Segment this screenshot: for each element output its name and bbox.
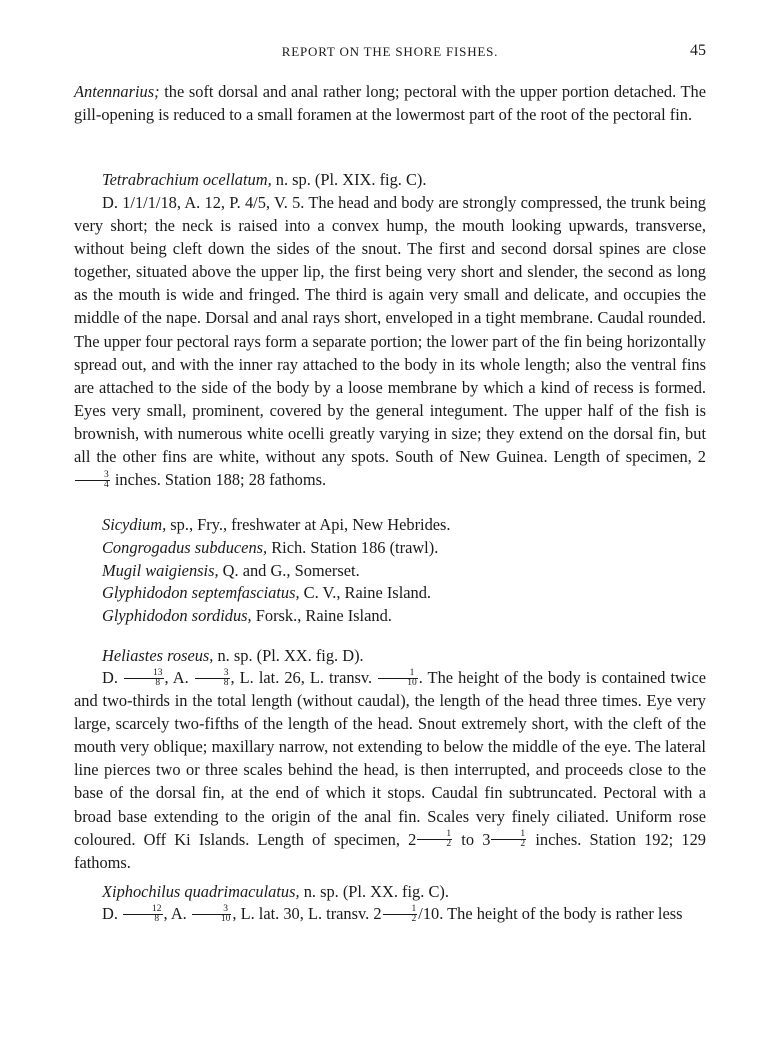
length-fraction: $\frac{1}{2}$	[491, 830, 526, 849]
length-fraction: $\frac{3}{4}$	[75, 471, 110, 490]
running-header	[74, 44, 706, 64]
species-name: Tetrabrachium ocellatum,	[102, 170, 272, 189]
genus-name: Antennarius;	[74, 82, 160, 101]
description-tail: inches. Station 192; 129 fathoms.	[74, 829, 706, 872]
species-heading-xiphochilus	[102, 880, 706, 903]
species-name: Xiphochilus quadrimaculatus,	[102, 882, 300, 901]
tetrabrachium-description	[74, 191, 706, 491]
transverse-fraction: $\frac{1}{10}$	[378, 669, 418, 688]
list-item: Glyphidodon septemfasciatus, C. V., Raine Island.	[102, 583, 432, 603]
list-item: Mugil waigiensis, Q. and G., Somerset.	[102, 560, 360, 580]
list-item: Glyphidodon sordidus, Forsk., Raine Island.	[102, 606, 392, 626]
list-item: Congrogadus subducens, Rich. Station 186 (trawl).	[102, 537, 439, 557]
fin-formula: D. 1/1/1/18, A. 12, P. 4/5, V. 5.	[102, 193, 305, 212]
species-list	[102, 514, 706, 628]
species-plate-ref: n. sp. (Pl. XX. fig. D).	[213, 646, 364, 665]
species-name: Heliastes roseus,	[102, 646, 214, 665]
transverse-fraction: $\frac{1}{2}$	[383, 905, 418, 924]
intro-paragraph	[74, 80, 706, 126]
header-title: REPORT ON THE SHORE FISHES.	[281, 44, 499, 59]
species-heading-heliastes	[102, 644, 706, 667]
length-whole: 2	[697, 447, 706, 467]
species-plate-ref: n. sp. (Pl. XX. fig. C).	[299, 882, 449, 901]
heliastes-description: D. $\frac{13}{8}$ , A. $\frac{3}{8}$ , L. lat. 26, L. transv. $\frac{1}{10}$ . The height of the body is contained twice and two-thirds in the total length (without caudal), the length of the head three times. Eye very large, scarcely two-fifths of the length of the head. Snout extremely short, with the cleft of the mouth very oblique; maxillary narrow, not extending to below the middle of the eye. The lateral line pierces two or three scales behind the head, is then interrupted, and proceeds close to the base of the dorsal fin, at the end of which it stops. Caudal fin subtruncated. Pectoral with a broad base extending to the origin of the anal fin. Scales very finely ciliated. Uniform rose coloured. Off Ki Islands. Length of specimen, 2 $\frac{1}{2}$ to 3 $\frac{1}{2}$ inches. Station 192; 129 fathoms.	[74, 667, 706, 872]
description-text: The head and body are strongly compressed, the trunk being very short; the neck is raised into a convex hump, the mouth looking upwards, transverse, without being cleft down the sides of the snout. The first and second dorsal spines are close together, situated above the upper lip, the first being very short and slender, the second as long as the mouth is wide and fringed. The third is again very small and delicate, and occupies the middle of the nape. Dorsal and anal rays short, enveloped in a tight membrane. Caudal rounded. The upper four pectoral rays form a separate portion; the lower part of the fin being horizontally spread out, and with the inner ray attached to the body in its whole length; also the ventral fins are attached to the side of the body by a loose membrane by which a kind of recess is formed. Eyes very small, prominent, covered by the general integument. The upper half of the fish is brownish, with numerous white ocelli greatly varying in size; they extend on the dorsal fin, but all the other fins are white, without any spots. South of New Guinea. Length of specimen,	[74, 193, 706, 467]
anal-fraction: $\frac{3}{10}$	[192, 905, 232, 924]
page-number: 45	[690, 42, 706, 59]
description-text: . The height of the body is contained twice and two-thirds in the total length (without caudal), the length of the head three times. Eye very large, scarcely two-fifths of the length of the head. Snout extremely short, with the cleft of the mouth very oblique; maxillary narrow, not extending to below the middle of the eye. The lateral line pierces two or three scales behind the head, is then interrupted, and proceeds close to the base of the dorsal fin, at the end of which it stops. Caudal fin subtruncated. Pectoral with a broad base extending to the origin of the anal fin. Scales very finely ciliated. Uniform rose coloured. Off Ki Islands. Length of specimen,	[74, 668, 706, 849]
description-text: The height of the body is rather less	[443, 904, 683, 923]
length-fraction: $\frac{1}{2}$	[417, 830, 452, 849]
dorsal-fraction: $\frac{13}{8}$	[124, 669, 164, 688]
xiphochilus-description: D. $\frac{12}{8}$ , A. $\frac{3}{10}$ , L. lat. 30, L. transv. 2 $\frac{1}{2}$ /10. The height of the body is rather less	[102, 903, 683, 924]
list-item: Sicydium, sp., Fry., freshwater at Api, New Hebrides.	[102, 515, 451, 534]
dorsal-fraction: $\frac{12}{8}$	[123, 905, 163, 924]
intro-text: the soft dorsal and anal rather long; pectoral with the upper portion detached. The gill-opening is reduced to a small foramen at the lowermost part of the root of the pectoral fin.	[74, 82, 706, 125]
anal-fraction: $\frac{3}{8}$	[195, 669, 230, 688]
species-heading-tetrabrachium	[102, 168, 706, 191]
description-tail: inches. Station 188; 28 fathoms.	[110, 470, 327, 490]
species-plate-ref: n. sp. (Pl. XIX. fig. C).	[271, 170, 427, 189]
